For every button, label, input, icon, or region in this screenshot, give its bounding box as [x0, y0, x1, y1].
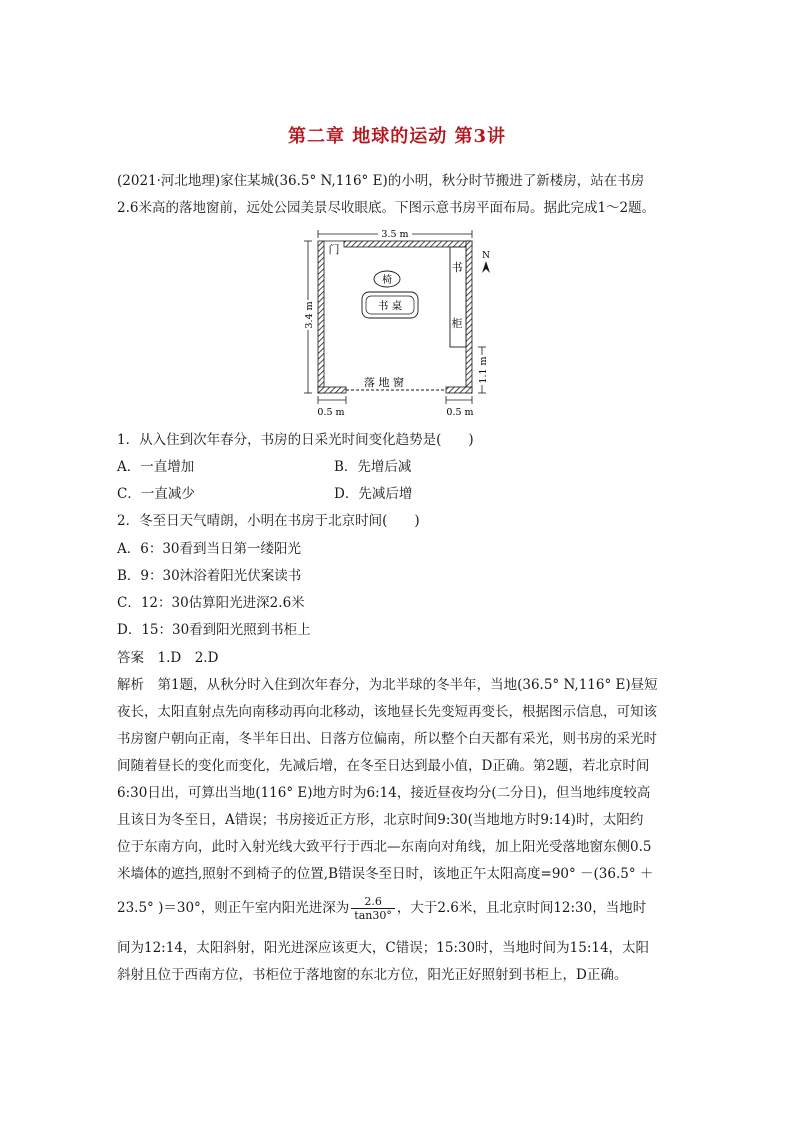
analysis-line-9: [117, 895, 682, 922]
intro-line-1: (2021·河北地理)家住某城(36.5° N,116° E)的小明，秋分时节搬进了新楼房，站在书房: [117, 173, 645, 189]
right-dimension-label: 1.1 m: [478, 356, 489, 384]
bookshelf-label-top: 书: [451, 261, 463, 274]
top-dimension-label: 3.5 m: [381, 229, 409, 240]
analysis-line-11: 斜射且位于西南方位，书柜位于落地窗的东北方位，阳光正好照射到书柜上，D正确。: [117, 967, 628, 983]
q1-stem: 1．从入住到次年春分，书房的日采光时间变化趋势是( ): [117, 432, 474, 448]
left-dimension-label: 3.4 m: [304, 301, 315, 329]
desk-label: 书 桌: [377, 300, 403, 312]
chair-label: 椅: [382, 275, 392, 286]
right-wall: [466, 241, 472, 393]
left-wall: [318, 241, 324, 393]
q2-option-d: D．15：30看到阳光照到书柜上: [117, 622, 311, 638]
bookshelf-label-bottom: 柜: [451, 317, 463, 330]
bottom-left-dimension-label: 0.5 m: [317, 407, 345, 418]
fraction: [351, 895, 395, 922]
analysis-line-7: 位于东南方向，此时入射光线大致平行于西北—东南向对角线，加上阳光受落地窗东侧0.5: [117, 839, 652, 855]
q2-option-a: A．6：30看到当日第一缕阳光: [117, 541, 302, 557]
window-label: 落 地 窗: [364, 376, 404, 389]
q1-option-d: D．先减后增: [334, 486, 413, 502]
north-arrow: [482, 251, 490, 273]
top-wall: [344, 241, 472, 247]
analysis-line-5: 6:30日出，可算出当地(116° E)地方时为6:14，接近昼夜均分(二分日)，但当地纬度较高: [117, 785, 651, 801]
q2-stem: 2．冬至日天气晴朗，小明在书房于北京时间( ): [117, 513, 420, 529]
analysis-line-1: 解析 第1题，从秋分时入住到次年春分，为北半球的冬半年，当地(36.5° N,116° E)昼短: [117, 677, 658, 693]
analysis-line-4: 间随着昼长的变化而变化，先减后增，在冬至日达到最小值，D正确。第2题，若北京时间: [117, 758, 650, 774]
q1-option-a: A．一直增加: [117, 459, 195, 475]
answer-line: 答案 1.D 2.D: [117, 650, 219, 666]
bottom-right-wall: [446, 387, 472, 393]
intro-line-2: 2.6米高的落地窗前，远处公园美景尽收眼底。下图示意书房平面布局。据此完成1～2题。: [117, 200, 656, 216]
analysis-line-9-start: 23.5° )＝30°，则正午室内阳光进深为: [117, 900, 350, 916]
fraction-denominator: tan30°: [354, 909, 392, 922]
fraction-numerator: 2.6: [351, 895, 395, 909]
bottom-left-wall: [318, 387, 346, 393]
analysis-line-9-end: ，大于2.6米，且北京时间12:30，当地时: [396, 900, 647, 916]
analysis-line-10: 间为12:14，太阳斜射，阳光进深应该更大，C错误；15:30时，当地时间为15:14，太阳: [117, 940, 650, 956]
q2-option-b: B．9：30沐浴着阳光伏案读书: [117, 568, 302, 584]
analysis-line-8: 米墙体的遮挡,照射不到椅子的位置,B错误冬至日时，该地正午太阳高度=90° －(36.5° ＋: [117, 866, 654, 882]
q1-option-c: C．一直减少: [117, 486, 195, 502]
bottom-right-dimension-line: [446, 396, 472, 404]
q2-option-c: C．12：30估算阳光进深2.6米: [117, 595, 305, 611]
page-title: 第二章 地球的运动 第3讲: [287, 126, 507, 147]
door-label: 门: [328, 243, 340, 256]
analysis-line-2: 夜长，太阳直射点先向南移动再向北移动，该地昼长先变短再变长，根据图示信息，可知该: [117, 704, 657, 720]
north-label: N: [482, 251, 490, 261]
analysis-line-6: 且该日为冬至日，A错误；书房接近正方形，北京时间9:30(当地地方时9:14)时，太阳约: [117, 812, 644, 828]
bottom-left-dimension-line: [318, 396, 346, 404]
bottom-right-dimension-label: 0.5 m: [446, 407, 474, 418]
analysis-line-3: 书房窗户朝向正南，冬半年日出、日落方位偏南，所以整个白天都有采光，则书房的采光时: [117, 731, 657, 747]
q1-option-b: B．先增后减: [334, 459, 412, 475]
study-floor-plan: [300, 224, 500, 420]
